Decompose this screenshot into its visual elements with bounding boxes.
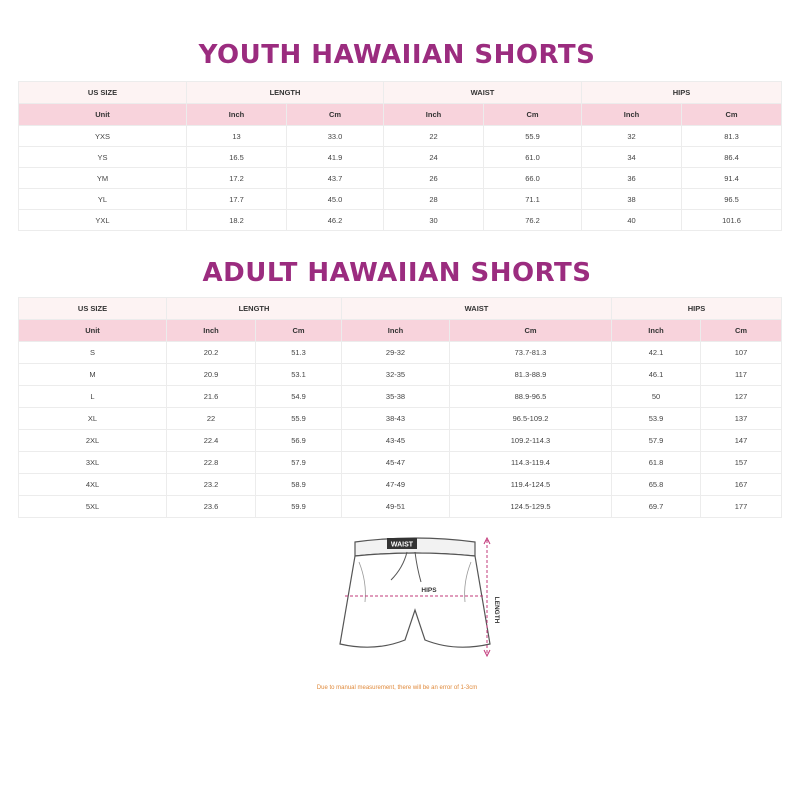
value-cell: 55.9 xyxy=(484,126,582,147)
value-cell: 28 xyxy=(384,189,484,210)
waist-label: WAIST xyxy=(390,541,414,549)
value-cell: 20.2 xyxy=(167,342,256,364)
value-cell: 13 xyxy=(187,126,287,147)
value-cell: 91.4 xyxy=(682,168,782,189)
value-cell: 137 xyxy=(701,408,782,430)
value-cell: 66.0 xyxy=(484,168,582,189)
value-cell: 32-35 xyxy=(342,364,450,386)
value-cell: 88.9-96.5 xyxy=(450,386,612,408)
size-cell: YXS xyxy=(19,126,187,147)
unit-cell: Cm xyxy=(682,104,782,126)
table-row xyxy=(19,474,782,496)
size-cell: 3XL xyxy=(19,452,167,474)
value-cell: 114.3-119.4 xyxy=(450,452,612,474)
unit-cell: Inch xyxy=(384,104,484,126)
table-row xyxy=(19,364,782,386)
value-cell: 59.9 xyxy=(256,496,342,518)
value-cell: 81.3-88.9 xyxy=(450,364,612,386)
value-cell: 16.5 xyxy=(187,147,287,168)
table-row xyxy=(19,496,782,518)
value-cell: 101.6 xyxy=(682,210,782,231)
table-row xyxy=(19,147,782,168)
unit-cell: Cm xyxy=(484,104,582,126)
value-cell: 45-47 xyxy=(342,452,450,474)
unit-cell: Inch xyxy=(167,320,256,342)
table-header-row xyxy=(19,298,782,320)
value-cell: 47-49 xyxy=(342,474,450,496)
value-cell: 50 xyxy=(612,386,701,408)
size-cell: S xyxy=(19,342,167,364)
unit-cell: Cm xyxy=(287,104,384,126)
youth-title: YOUTH HAWAIIAN SHORTS xyxy=(198,40,596,70)
table-row xyxy=(19,452,782,474)
value-cell: 73.7-81.3 xyxy=(450,342,612,364)
value-cell: 51.3 xyxy=(256,342,342,364)
value-cell: 81.3 xyxy=(682,126,782,147)
value-cell: 33.0 xyxy=(287,126,384,147)
value-cell: 17.2 xyxy=(187,168,287,189)
value-cell: 96.5-109.2 xyxy=(450,408,612,430)
value-cell: 35-38 xyxy=(342,386,450,408)
value-cell: 36 xyxy=(582,168,682,189)
value-cell: 54.9 xyxy=(256,386,342,408)
value-cell: 29-32 xyxy=(342,342,450,364)
table-row xyxy=(19,210,782,231)
value-cell: 38 xyxy=(582,189,682,210)
value-cell: 57.9 xyxy=(256,452,342,474)
value-cell: 22 xyxy=(167,408,256,430)
value-cell: 177 xyxy=(701,496,782,518)
value-cell: 22.4 xyxy=(167,430,256,452)
value-cell: 57.9 xyxy=(612,430,701,452)
value-cell: 21.6 xyxy=(167,386,256,408)
table-row xyxy=(19,126,782,147)
value-cell: 147 xyxy=(701,430,782,452)
unit-cell: Inch xyxy=(612,320,701,342)
value-cell: 61.0 xyxy=(484,147,582,168)
value-cell: 55.9 xyxy=(256,408,342,430)
value-cell: 41.9 xyxy=(287,147,384,168)
shorts-diagram xyxy=(325,532,505,662)
table-header-row xyxy=(19,82,782,104)
value-cell: 43.7 xyxy=(287,168,384,189)
unit-cell: Inch xyxy=(582,104,682,126)
value-cell: 22.8 xyxy=(167,452,256,474)
value-cell: 26 xyxy=(384,168,484,189)
value-cell: 23.2 xyxy=(167,474,256,496)
value-cell: 30 xyxy=(384,210,484,231)
value-cell: 53.9 xyxy=(612,408,701,430)
hips-label: HIPS xyxy=(421,587,437,594)
length-label: LENGTH xyxy=(493,596,500,624)
value-cell: 167 xyxy=(701,474,782,496)
size-cell: L xyxy=(19,386,167,408)
value-cell: 23.6 xyxy=(167,496,256,518)
value-cell: 86.4 xyxy=(682,147,782,168)
header-length: LENGTH xyxy=(167,298,342,320)
unit-cell: Unit xyxy=(19,320,167,342)
measurement-note: Due to manual measurement, there will be an error of 1-3cm xyxy=(316,685,478,691)
header-length: LENGTH xyxy=(187,82,384,104)
value-cell: 58.9 xyxy=(256,474,342,496)
value-cell: 18.2 xyxy=(187,210,287,231)
value-cell: 46.1 xyxy=(612,364,701,386)
value-cell: 107 xyxy=(701,342,782,364)
unit-row xyxy=(19,104,782,126)
adult-size-table xyxy=(18,297,782,518)
value-cell: 109.2-114.3 xyxy=(450,430,612,452)
value-cell: 119.4-124.5 xyxy=(450,474,612,496)
value-cell: 65.8 xyxy=(612,474,701,496)
value-cell: 38-43 xyxy=(342,408,450,430)
value-cell: 124.5-129.5 xyxy=(450,496,612,518)
size-cell: YXL xyxy=(19,210,187,231)
size-cell: YS xyxy=(19,147,187,168)
value-cell: 53.1 xyxy=(256,364,342,386)
adult-title: ADULT HAWAIIAN SHORTS xyxy=(202,258,592,288)
table-row xyxy=(19,408,782,430)
size-cell: XL xyxy=(19,408,167,430)
table-row xyxy=(19,386,782,408)
size-cell: 4XL xyxy=(19,474,167,496)
value-cell: 24 xyxy=(384,147,484,168)
value-cell: 76.2 xyxy=(484,210,582,231)
size-cell: YL xyxy=(19,189,187,210)
value-cell: 32 xyxy=(582,126,682,147)
unit-cell: Inch xyxy=(187,104,287,126)
header-hips: HIPS xyxy=(612,298,782,320)
value-cell: 56.9 xyxy=(256,430,342,452)
value-cell: 117 xyxy=(701,364,782,386)
unit-cell: Cm xyxy=(256,320,342,342)
value-cell: 20.9 xyxy=(167,364,256,386)
table-row xyxy=(19,342,782,364)
value-cell: 71.1 xyxy=(484,189,582,210)
table-row xyxy=(19,168,782,189)
unit-cell: Inch xyxy=(342,320,450,342)
size-cell: YM xyxy=(19,168,187,189)
table-row xyxy=(19,189,782,210)
header-us-size: US SIZE xyxy=(19,82,187,104)
header-us-size: US SIZE xyxy=(19,298,167,320)
value-cell: 46.2 xyxy=(287,210,384,231)
unit-cell: Cm xyxy=(450,320,612,342)
value-cell: 45.0 xyxy=(287,189,384,210)
value-cell: 40 xyxy=(582,210,682,231)
header-waist: WAIST xyxy=(342,298,612,320)
size-cell: 2XL xyxy=(19,430,167,452)
value-cell: 22 xyxy=(384,126,484,147)
header-hips: HIPS xyxy=(582,82,782,104)
header-waist: WAIST xyxy=(384,82,582,104)
unit-cell: Cm xyxy=(701,320,782,342)
table-row xyxy=(19,430,782,452)
youth-size-table xyxy=(18,81,782,231)
value-cell: 34 xyxy=(582,147,682,168)
value-cell: 43-45 xyxy=(342,430,450,452)
value-cell: 17.7 xyxy=(187,189,287,210)
value-cell: 127 xyxy=(701,386,782,408)
value-cell: 42.1 xyxy=(612,342,701,364)
value-cell: 69.7 xyxy=(612,496,701,518)
value-cell: 49-51 xyxy=(342,496,450,518)
value-cell: 61.8 xyxy=(612,452,701,474)
size-cell: M xyxy=(19,364,167,386)
unit-cell: Unit xyxy=(19,104,187,126)
value-cell: 157 xyxy=(701,452,782,474)
size-cell: 5XL xyxy=(19,496,167,518)
value-cell: 96.5 xyxy=(682,189,782,210)
unit-row xyxy=(19,320,782,342)
